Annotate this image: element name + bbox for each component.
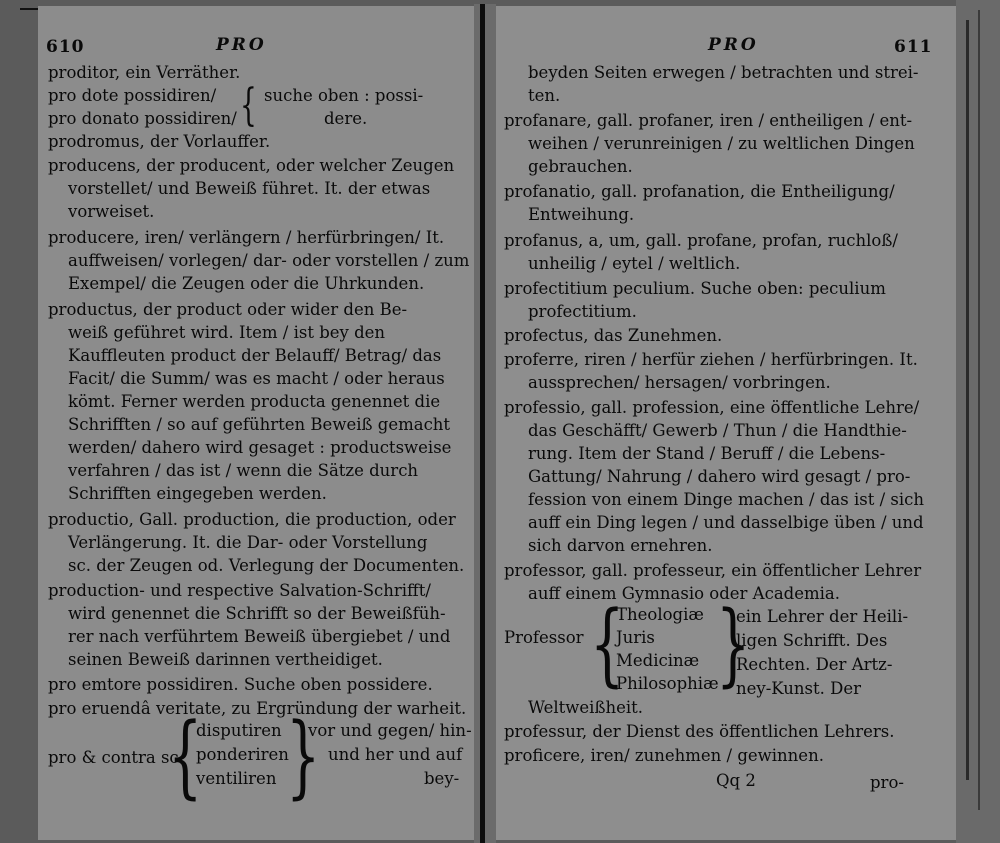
entry-line: profanus, a, um, gall. profane, profan, ruchloß/ [504,231,898,250]
entry-line: sc. der Zeugen od. Verlegung der Documenten. [68,556,465,575]
entry-line: vor und gegen/ hin- [308,721,472,740]
entry-line: ligen Schrifft. Des [736,631,888,650]
curly-brace-icon: { [168,704,203,809]
entry-line: ponderiren [196,745,289,764]
entry-line: auff ein Ding legen / und dasselbige üben / und [528,513,924,532]
curly-brace-icon: { [590,592,625,697]
entry-line: Facit/ die Summ/ was es macht / oder heraus [68,369,445,388]
entry-line: Schrifften / so auf geführten Beweiß gemacht [68,415,451,434]
entry-line: suche oben : possi- [264,86,424,105]
right-curly-brace-icon: } [716,592,751,697]
entry-line: dere. [324,109,368,128]
entry-line: pro eruendâ veritate, zu Ergründung der warheit. [48,699,467,718]
entry-line: wird genennet die Schrifft so der Beweißfüh- [68,604,446,623]
edge-line [978,10,980,810]
entry-line: rer nach verführtem Beweiß übergiebet / und [68,627,451,646]
left-running-head: PRO [216,35,267,55]
entry-line: kömt. Ferner werden producta genennet die [68,392,441,411]
entry-line: Rechten. Der Artz- [736,655,893,674]
entry-line: producens, der producent, oder welcher Zeugen [48,156,455,175]
entry-line: fession von einem Dinge machen / das ist / sich [528,490,924,509]
entry-line: profectitium peculium. Suche oben: peculium [504,279,886,298]
entry-line: pro & contra sc. [48,748,184,767]
entry-line: Professor [504,628,584,647]
entry-line: Theologiæ [616,605,704,624]
entry-line: das Geschäfft/ Gewerb / Thun / die Handthie- [528,421,907,440]
entry-line: profectus, das Zunehmen. [504,326,723,345]
entry-line: Schrifften eingegeben werden. [68,484,327,503]
entry-line: Juris [616,628,655,647]
entry-line: professor, gall. professeur, ein öffentlicher Lehrer [504,561,922,580]
entry-line: ventiliren [196,769,277,788]
entry-line: weiß geführet wird. Item / ist bey den [68,323,386,342]
entry-line: Verlängerung. It. die Dar- oder Vorstellung [68,533,428,552]
entry-line: profectitium. [528,302,637,321]
book-gutter [474,4,496,843]
entry-line: bey- [424,769,460,788]
entry-line: disputiren [196,721,282,740]
entry-line: Philosophiæ [616,674,719,693]
entry-line: seinen Beweiß darinnen vertheidiget. [68,650,383,669]
entry-line: aussprechen/ hersagen/ vorbringen. [528,373,831,392]
right-page-number: 611 [894,37,933,57]
entry-line: verfahren / das ist / wenn die Sätze durch [68,461,419,480]
left-page [38,6,474,840]
entry-line: prodromus, der Vorlauffer. [48,132,271,151]
entry-line: profanatio, gall. profanation, die Entheiligung/ [504,182,895,201]
entry-line: werden/ dahero wird gesaget : productsweise [68,438,452,457]
entry-line: vorstellet/ und Beweiß führet. It. der etwas [68,179,431,198]
entry-line: professio, gall. profession, eine öffentliche Lehre/ [504,398,920,417]
signature-mark: Qq 2 [716,771,756,790]
entry-line: professur, der Dienst des öffentlichen Lehrers. [504,722,895,741]
entry-line: ein Lehrer der Heili- [736,607,909,626]
entry-line: auffweisen/ vorlegen/ dar- oder vorstellen / zum [68,251,470,270]
right-curly-brace-icon: } [286,704,321,809]
edge-line [966,20,969,780]
entry-line: ney-Kunst. Der [736,679,861,698]
catchword: pro- [870,773,904,792]
entry-line: und her und auf [328,745,463,764]
entry-line: unheilig / eytel / weltlich. [528,254,741,273]
entry-line: beyden Seiten erwegen / betrachten und strei- [528,63,919,82]
entry-line: pro emtore possidiren. Suche oben possidere. [48,675,433,694]
entry-line: proficere, iren/ zunehmen / gewinnen. [504,746,824,765]
entry-line: sich darvon ernehren. [528,536,713,555]
entry-line: Exempel/ die Zeugen oder die Uhrkunden. [68,274,425,293]
entry-line: productio, Gall. production, die production, oder [48,510,456,529]
entry-line: Kauffleuten product der Belauff/ Betrag/ das [68,346,442,365]
entry-line: producere, iren/ verlängern / herfürbringen/ It. [48,228,445,247]
entry-line: auff einem Gymnasio oder Academia. [528,584,841,603]
entry-line: proditor, ein Verräther. [48,63,241,82]
entry-line: Entweihung. [528,205,635,224]
right-running-head: PRO [708,35,759,55]
entry-line: profanare, gall. profaner, iren / entheiligen / ent- [504,111,913,130]
entry-line: vorweiset. [68,202,155,221]
gutter-rule [480,4,485,843]
entry-line: Weltweißheit. [528,698,644,717]
entry-line: gebrauchen. [528,157,633,176]
right-page [496,6,956,840]
entry-line: pro dote possidiren/ [48,86,217,105]
entry-line: weihen / verunreinigen / zu weltlichen Dingen [528,134,915,153]
entry-line: productus, der product oder wider den Be- [48,300,408,319]
entry-line: rung. Item der Stand / Beruff / die Lebens- [528,444,886,463]
right-book-edge [956,0,1000,843]
curly-brace-icon: { [240,80,257,131]
entry-line: Gattung/ Nahrung / dahero wird gesagt / pro- [528,467,911,486]
entry-line: Medicinæ [616,651,700,670]
entry-line: production- und respective Salvation-Schrifft/ [48,581,431,600]
left-page-number: 610 [46,37,85,57]
entry-line: proferre, riren / herfür ziehen / herfürbringen. It. [504,350,918,369]
entry-line: ten. [528,86,561,105]
entry-line: pro donato possidiren/ [48,109,237,128]
